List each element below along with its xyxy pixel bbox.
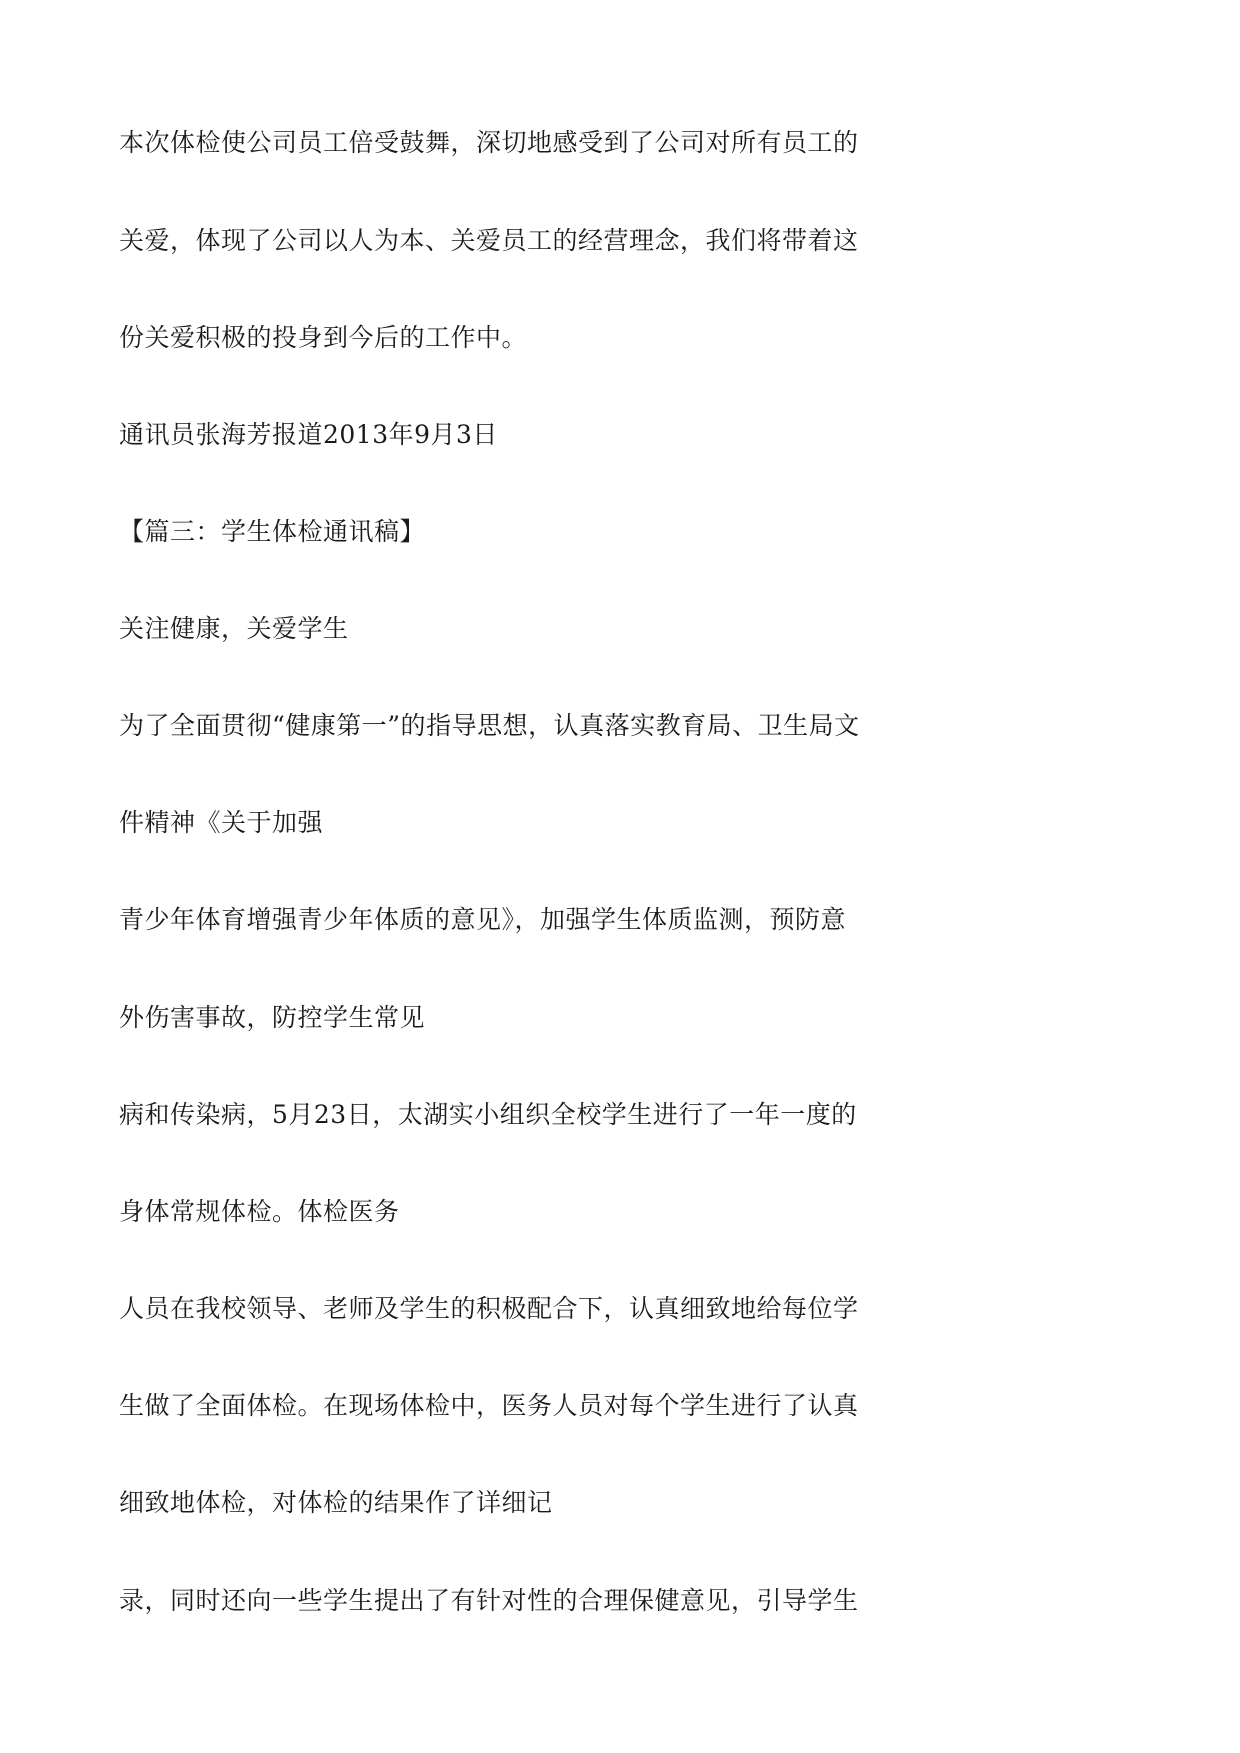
text-line: 外伤害事故，防控学生常见 <box>119 1003 426 1032</box>
text-line: 录，同时还向一些学生提出了有针对性的合理保健意见，引导学生 <box>119 1586 859 1615</box>
byline: 通讯员张海芳报道2013年9月3日 <box>119 420 498 449</box>
text-line: 为了全面贯彻“健康第一”的指导思想，认真落实教育局、卫生局文 <box>119 711 860 740</box>
text-line: 青少年体育增强青少年体质的意见》，加强学生体质监测，预防意 <box>119 905 847 934</box>
text-line: 份关爱积极的投身到今后的工作中。 <box>119 323 528 352</box>
text-line: 病和传染病，5月23日，太湖实小组织全校学生进行了一年一度的 <box>119 1100 857 1129</box>
article-title: 关注健康，关爱学生 <box>119 614 349 643</box>
text-line: 件精神《关于加强 <box>119 808 324 837</box>
text-line: 生做了全面体检。在现场体检中，医务人员对每个学生进行了认真 <box>119 1391 859 1420</box>
text-line: 人员在我校领导、老师及学生的积极配合下，认真细致地给每位学 <box>119 1294 859 1323</box>
text-line: 细致地体检，对体检的结果作了详细记 <box>119 1488 553 1517</box>
text-line: 本次体检使公司员工倍受鼓舞，深切地感受到了公司对所有员工的 <box>119 128 859 157</box>
text-line: 关爱，体现了公司以人为本、关爱员工的经营理念，我们将带着这 <box>119 226 859 255</box>
section-heading: 【篇三：学生体检通讯稿】 <box>119 517 426 546</box>
text-line: 身体常规体检。体检医务 <box>119 1197 400 1226</box>
